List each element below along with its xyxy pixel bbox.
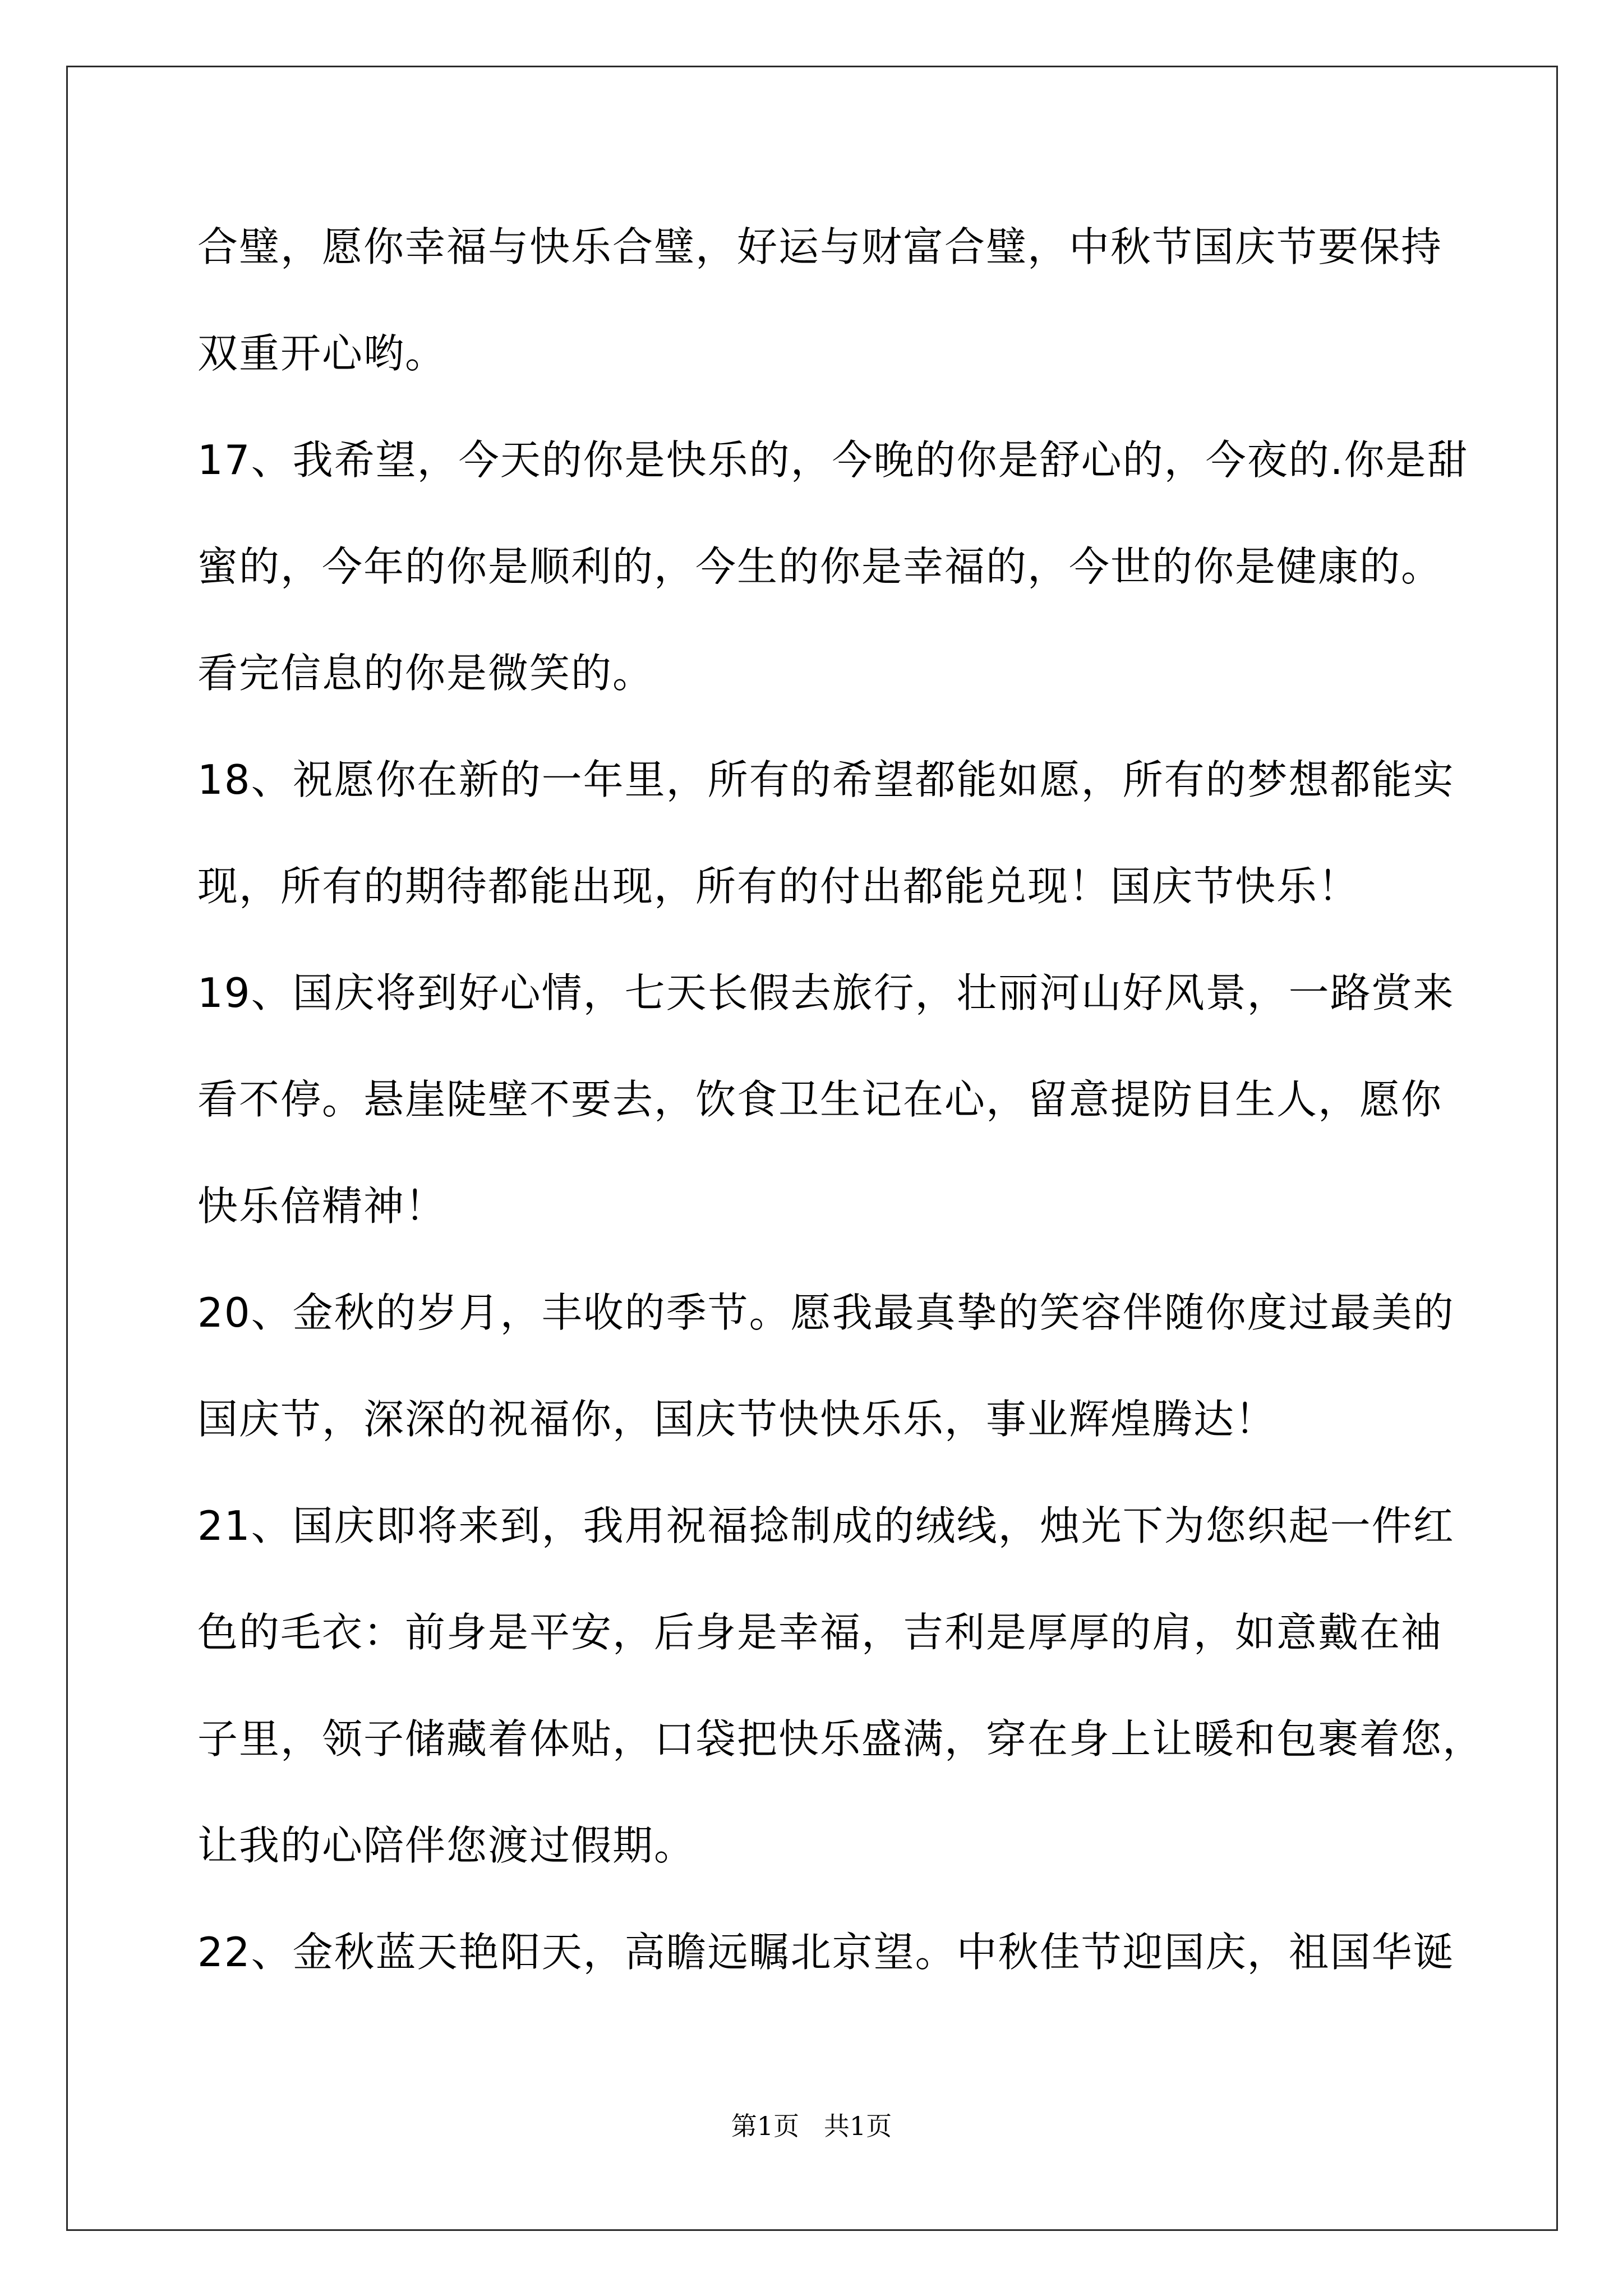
text-line: 看完信息的你是微笑的。	[197, 650, 654, 697]
text-line: 看不停。悬崖陡壁不要去，饮食卫生记在心，留意提防目生人，愿你	[197, 1076, 1443, 1123]
text-line: 19、国庆将到好心情，七天长假去旅行，壮丽河山好风景，一路赏来	[197, 969, 1455, 1016]
text-line: 让我的心陪伴您渡过假期。	[197, 1822, 696, 1869]
text-line: 色的毛衣：前身是平安，后身是幸福，吉利是厚厚的肩，如意戴在袖	[197, 1609, 1443, 1656]
text-line: 21、国庆即将来到，我用祝福捻制成的绒线，烛光下为您织起一件红	[197, 1502, 1455, 1549]
text-line: 18、祝愿你在新的一年里，所有的希望都能如愿，所有的梦想都能实	[197, 756, 1455, 803]
text-line: 子里，领子储藏着体贴，口袋把快乐盛满，穿在身上让暖和包裹着您，	[197, 1715, 1484, 1763]
text-line: 双重开心哟。	[197, 330, 447, 377]
document-body	[197, 213, 1487, 2025]
text-line: 20、金秋的岁月，丰收的季节。愿我最真挚的笑容伴随你度过最美的	[197, 1289, 1455, 1336]
text-line: 快乐倍精神！	[197, 1182, 447, 1230]
text-line: 蜜的，今年的你是顺利的，今生的你是幸福的，今世的你是健康的。	[197, 543, 1443, 590]
text-line: 国庆节，深深的祝福你，国庆节快快乐乐，事业辉煌腾达！	[197, 1396, 1277, 1443]
text-line: 合璧，愿你幸福与快乐合璧，好运与财富合璧，中秋节国庆节要保持	[197, 223, 1443, 270]
page-number-footer: 第1页 共1页	[731, 2111, 892, 2141]
text-line: 17、我希望，今天的你是快乐的，今晚的你是舒心的，今夜的.你是甜	[197, 436, 1469, 484]
text-line: 现，所有的期待都能出现，所有的付出都能兑现！国庆节快乐！	[197, 863, 1360, 910]
text-line: 22、金秋蓝天艳阳天，高瞻远瞩北京望。中秋佳节迎国庆，祖国华诞	[197, 1929, 1455, 1976]
